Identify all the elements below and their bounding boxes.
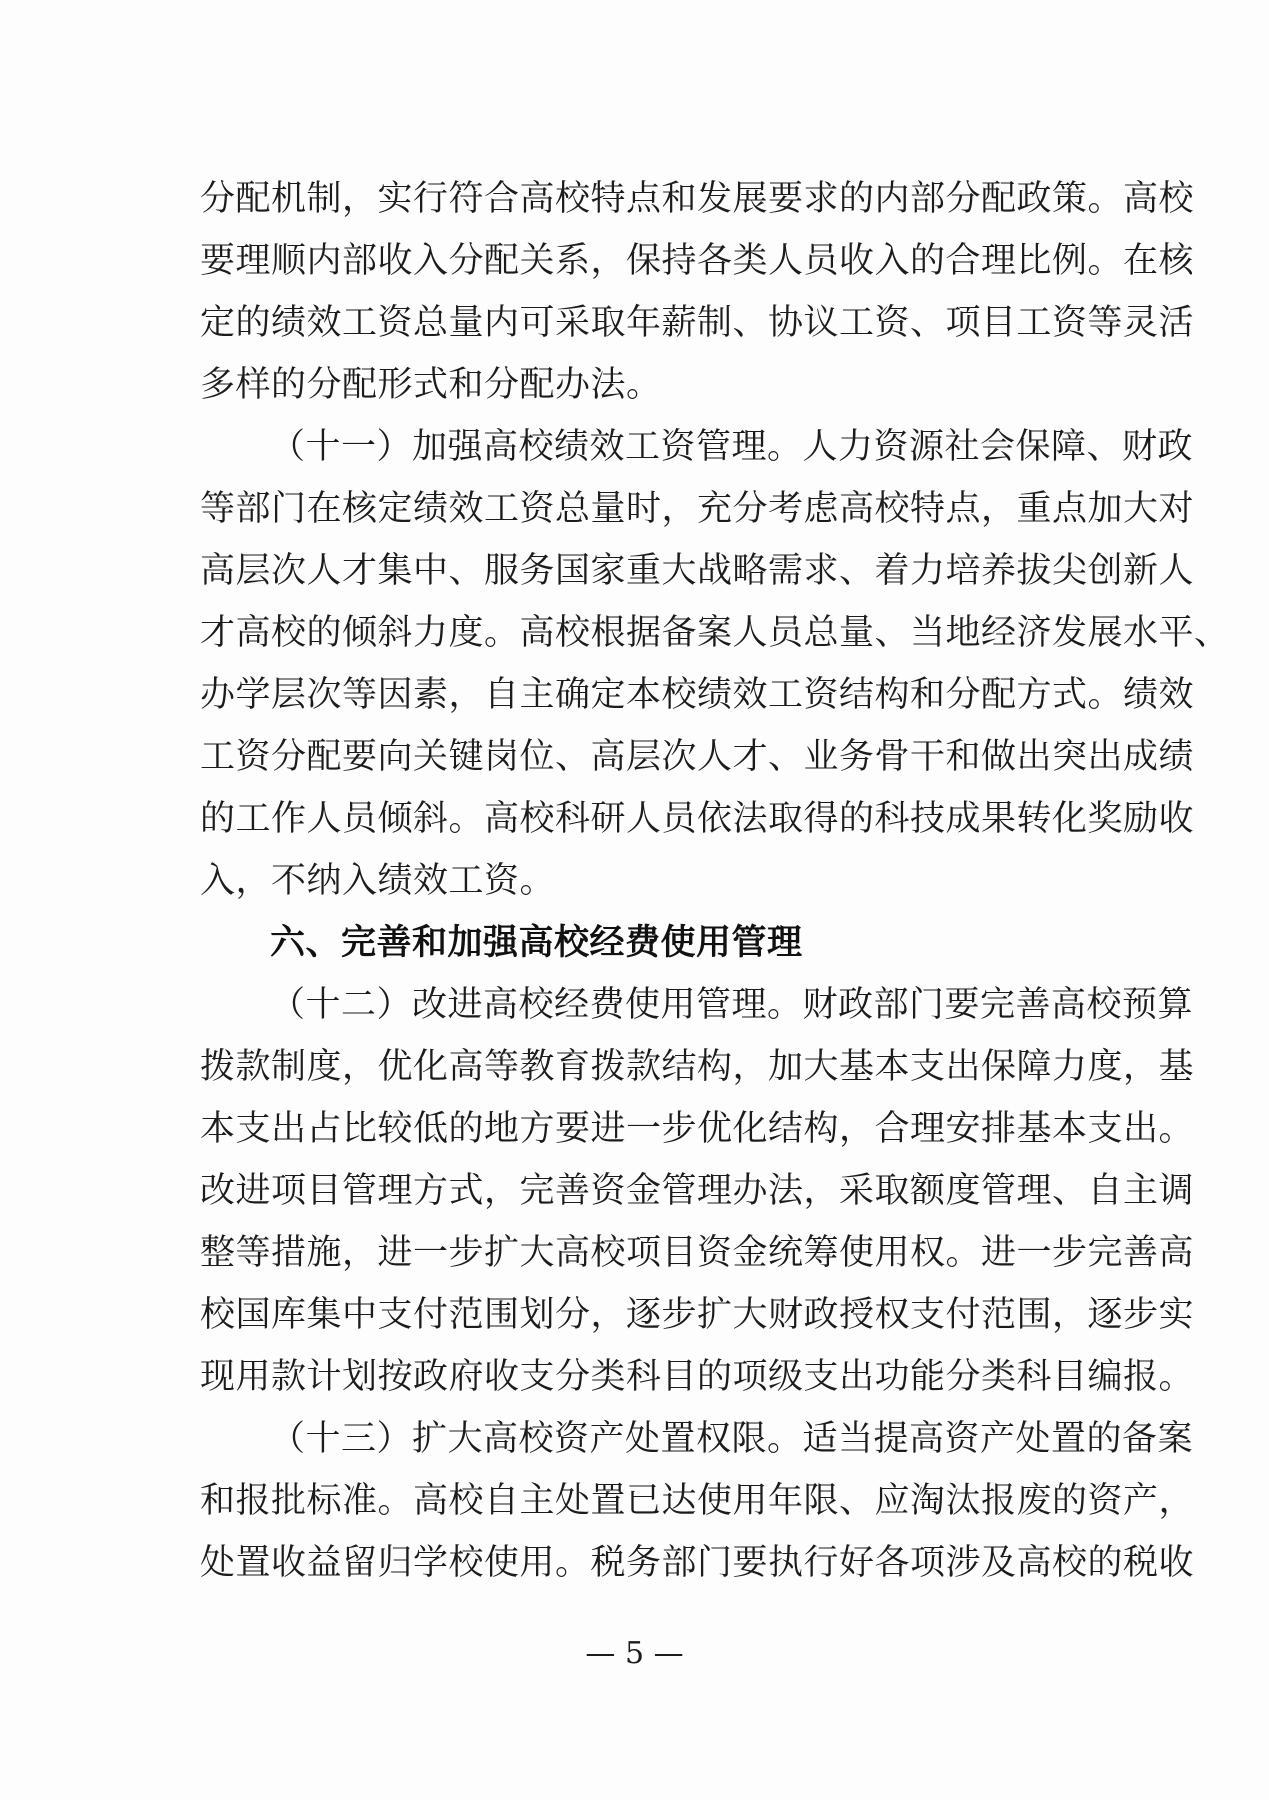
text-line: 办学层次等因素，自主确定本校绩效工资结构和分配方式。绩效 xyxy=(200,675,1195,715)
body-text xyxy=(200,168,1230,1594)
section-heading: 六、完善和加强高校经费使用管理 xyxy=(270,923,803,963)
text-line: 校国库集中支付范围划分，逐步扩大财政授权支付范围，逐步实 xyxy=(200,1295,1195,1335)
text-line: 整等措施，进一步扩大高校项目资金统筹使用权。进一步完善高 xyxy=(200,1233,1195,1273)
text-line: 拨款制度，优化高等教育拨款结构，加大基本支出保障力度，基 xyxy=(200,1047,1195,1087)
paragraph-start-line: （十三）扩大高校资产处置权限。适当提高资产处置的备案 xyxy=(270,1419,1194,1459)
text-line: 本支出占比较低的地方要进一步优化结构，合理安排基本支出。 xyxy=(200,1109,1195,1149)
page-number: — 5 — xyxy=(585,1636,684,1671)
paragraph-start-line: （十二）改进高校经费使用管理。财政部门要完善高校预算 xyxy=(270,985,1194,1025)
paragraph-start-line: （十一）加强高校绩效工资管理。人力资源社会保障、财政 xyxy=(270,427,1194,467)
text-line: 分配机制，实行符合高校特点和发展要求的内部分配政策。高校 xyxy=(200,179,1195,219)
text-line: 入，不纳入绩效工资。 xyxy=(200,861,556,901)
text-line: 改进项目管理方式，完善资金管理办法，采取额度管理、自主调 xyxy=(200,1171,1195,1211)
text-line: 和报批标准。高校自主处置已达使用年限、应淘汰报废的资产， xyxy=(200,1481,1195,1521)
text-line: 才高校的倾斜力度。高校根据备案人员总量、当地经济发展水平、 xyxy=(200,613,1230,653)
text-line: 定的绩效工资总量内可采取年薪制、协议工资、项目工资等灵活 xyxy=(200,303,1195,343)
text-line: 高层次人才集中、服务国家重大战略需求、着力培养拔尖创新人 xyxy=(200,551,1195,591)
text-line: 的工作人员倾斜。高校科研人员依法取得的科技成果转化奖励收 xyxy=(200,799,1195,839)
text-line: 现用款计划按政府收支分类科目的项级支出功能分类科目编报。 xyxy=(200,1357,1195,1397)
text-line: 工资分配要向关键岗位、高层次人才、业务骨干和做出突出成绩 xyxy=(200,737,1195,777)
text-line: 要理顺内部收入分配关系，保持各类人员收入的合理比例。在核 xyxy=(200,241,1195,281)
text-line: 处置收益留归学校使用。税务部门要执行好各项涉及高校的税收 xyxy=(200,1543,1195,1583)
text-line: 多样的分配形式和分配办法。 xyxy=(200,365,662,405)
text-line: 等部门在核定绩效工资总量时，充分考虑高校特点，重点加大对 xyxy=(200,489,1195,529)
